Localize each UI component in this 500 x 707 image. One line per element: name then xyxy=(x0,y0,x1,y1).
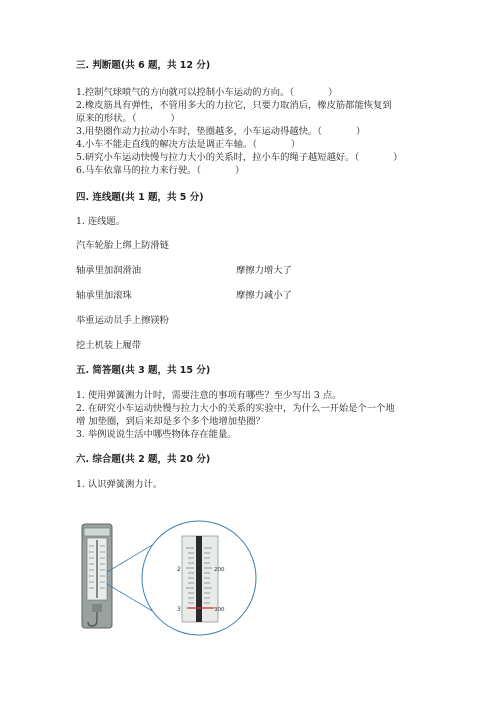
section3-item-6: 6.马车依靠马的拉力来行驶。（ ） xyxy=(76,165,245,176)
scale-label-300: 300 xyxy=(214,607,225,613)
section6-heading: 六. 综合题(共 2 题，共 20 分) xyxy=(76,454,211,465)
section4-intro: 1. 连线题。 xyxy=(76,216,126,227)
magnified-scale-icon xyxy=(142,521,256,635)
section3-item-1: 1.控制气球喷气的方向就可以控制小车运动的方向。（ ） xyxy=(76,87,338,98)
section3-item-2-line2: 原来的形状。（ ） xyxy=(76,113,180,124)
match-left-item-1: 汽车轮胎上绑上防滑链 xyxy=(76,240,169,251)
spring-scale-icon xyxy=(82,524,112,628)
scale-label-200: 200 xyxy=(214,567,225,573)
section4-heading: 四. 连线题(共 1 题，共 5 分) xyxy=(76,192,204,203)
scale-label-2: 2 xyxy=(177,566,181,573)
match-left-item-5: 挖土机装上履带 xyxy=(76,340,142,351)
section5-heading: 五. 简答题(共 3 题，共 15 分) xyxy=(76,365,211,376)
section5-item-2-line1: 2. 在研究小车运动快慢与拉力大小的关系的实验中，为什么一开始是个一个地 xyxy=(76,403,395,414)
match-left-item-3: 轴承里加滚珠 xyxy=(76,290,132,301)
section3-item-2-line1: 2.橡皮筋具有弹性，不管用多大的力拉它，只要力取消后，橡皮筋都能恢复到 xyxy=(76,100,392,111)
scale-label-3: 3 xyxy=(177,606,181,613)
match-right-item-1: 摩擦力增大了 xyxy=(236,265,292,276)
section3-heading: 三. 判断题(共 6 题，共 12 分) xyxy=(76,60,211,71)
section5-item-3: 3. 举例说说生活中哪些物体存在能量。 xyxy=(76,429,237,440)
section6-intro: 1. 认识弹簧测力计。 xyxy=(76,479,163,490)
section3-item-4: 4.小车不能走直线的解决方法是调正车轴。（ ） xyxy=(76,139,301,150)
section5-item-2-line2: 增 加垫圈，到后来却是多个多个地增加垫圈？ xyxy=(76,416,265,427)
spring-scale-figure xyxy=(76,518,306,638)
section3-item-3: 3.用垫圈作动力拉动小车时，垫圈越多，小车运动得越快。（ ） xyxy=(76,126,366,137)
match-left-item-4: 举重运动员手上擦镁粉 xyxy=(76,315,169,326)
section3-item-5: 5.研究小车运动快慢与拉力大小的关系时，拉小车的绳子越短越好。（ ） xyxy=(76,152,403,163)
match-left-item-2: 轴承里加润滑油 xyxy=(76,265,142,276)
section5-item-1: 1. 使用弹簧测力计时，需要注意的事项有哪些？至少写出 3 点。 xyxy=(76,390,342,401)
match-right-item-2: 摩擦力减小了 xyxy=(236,290,292,301)
